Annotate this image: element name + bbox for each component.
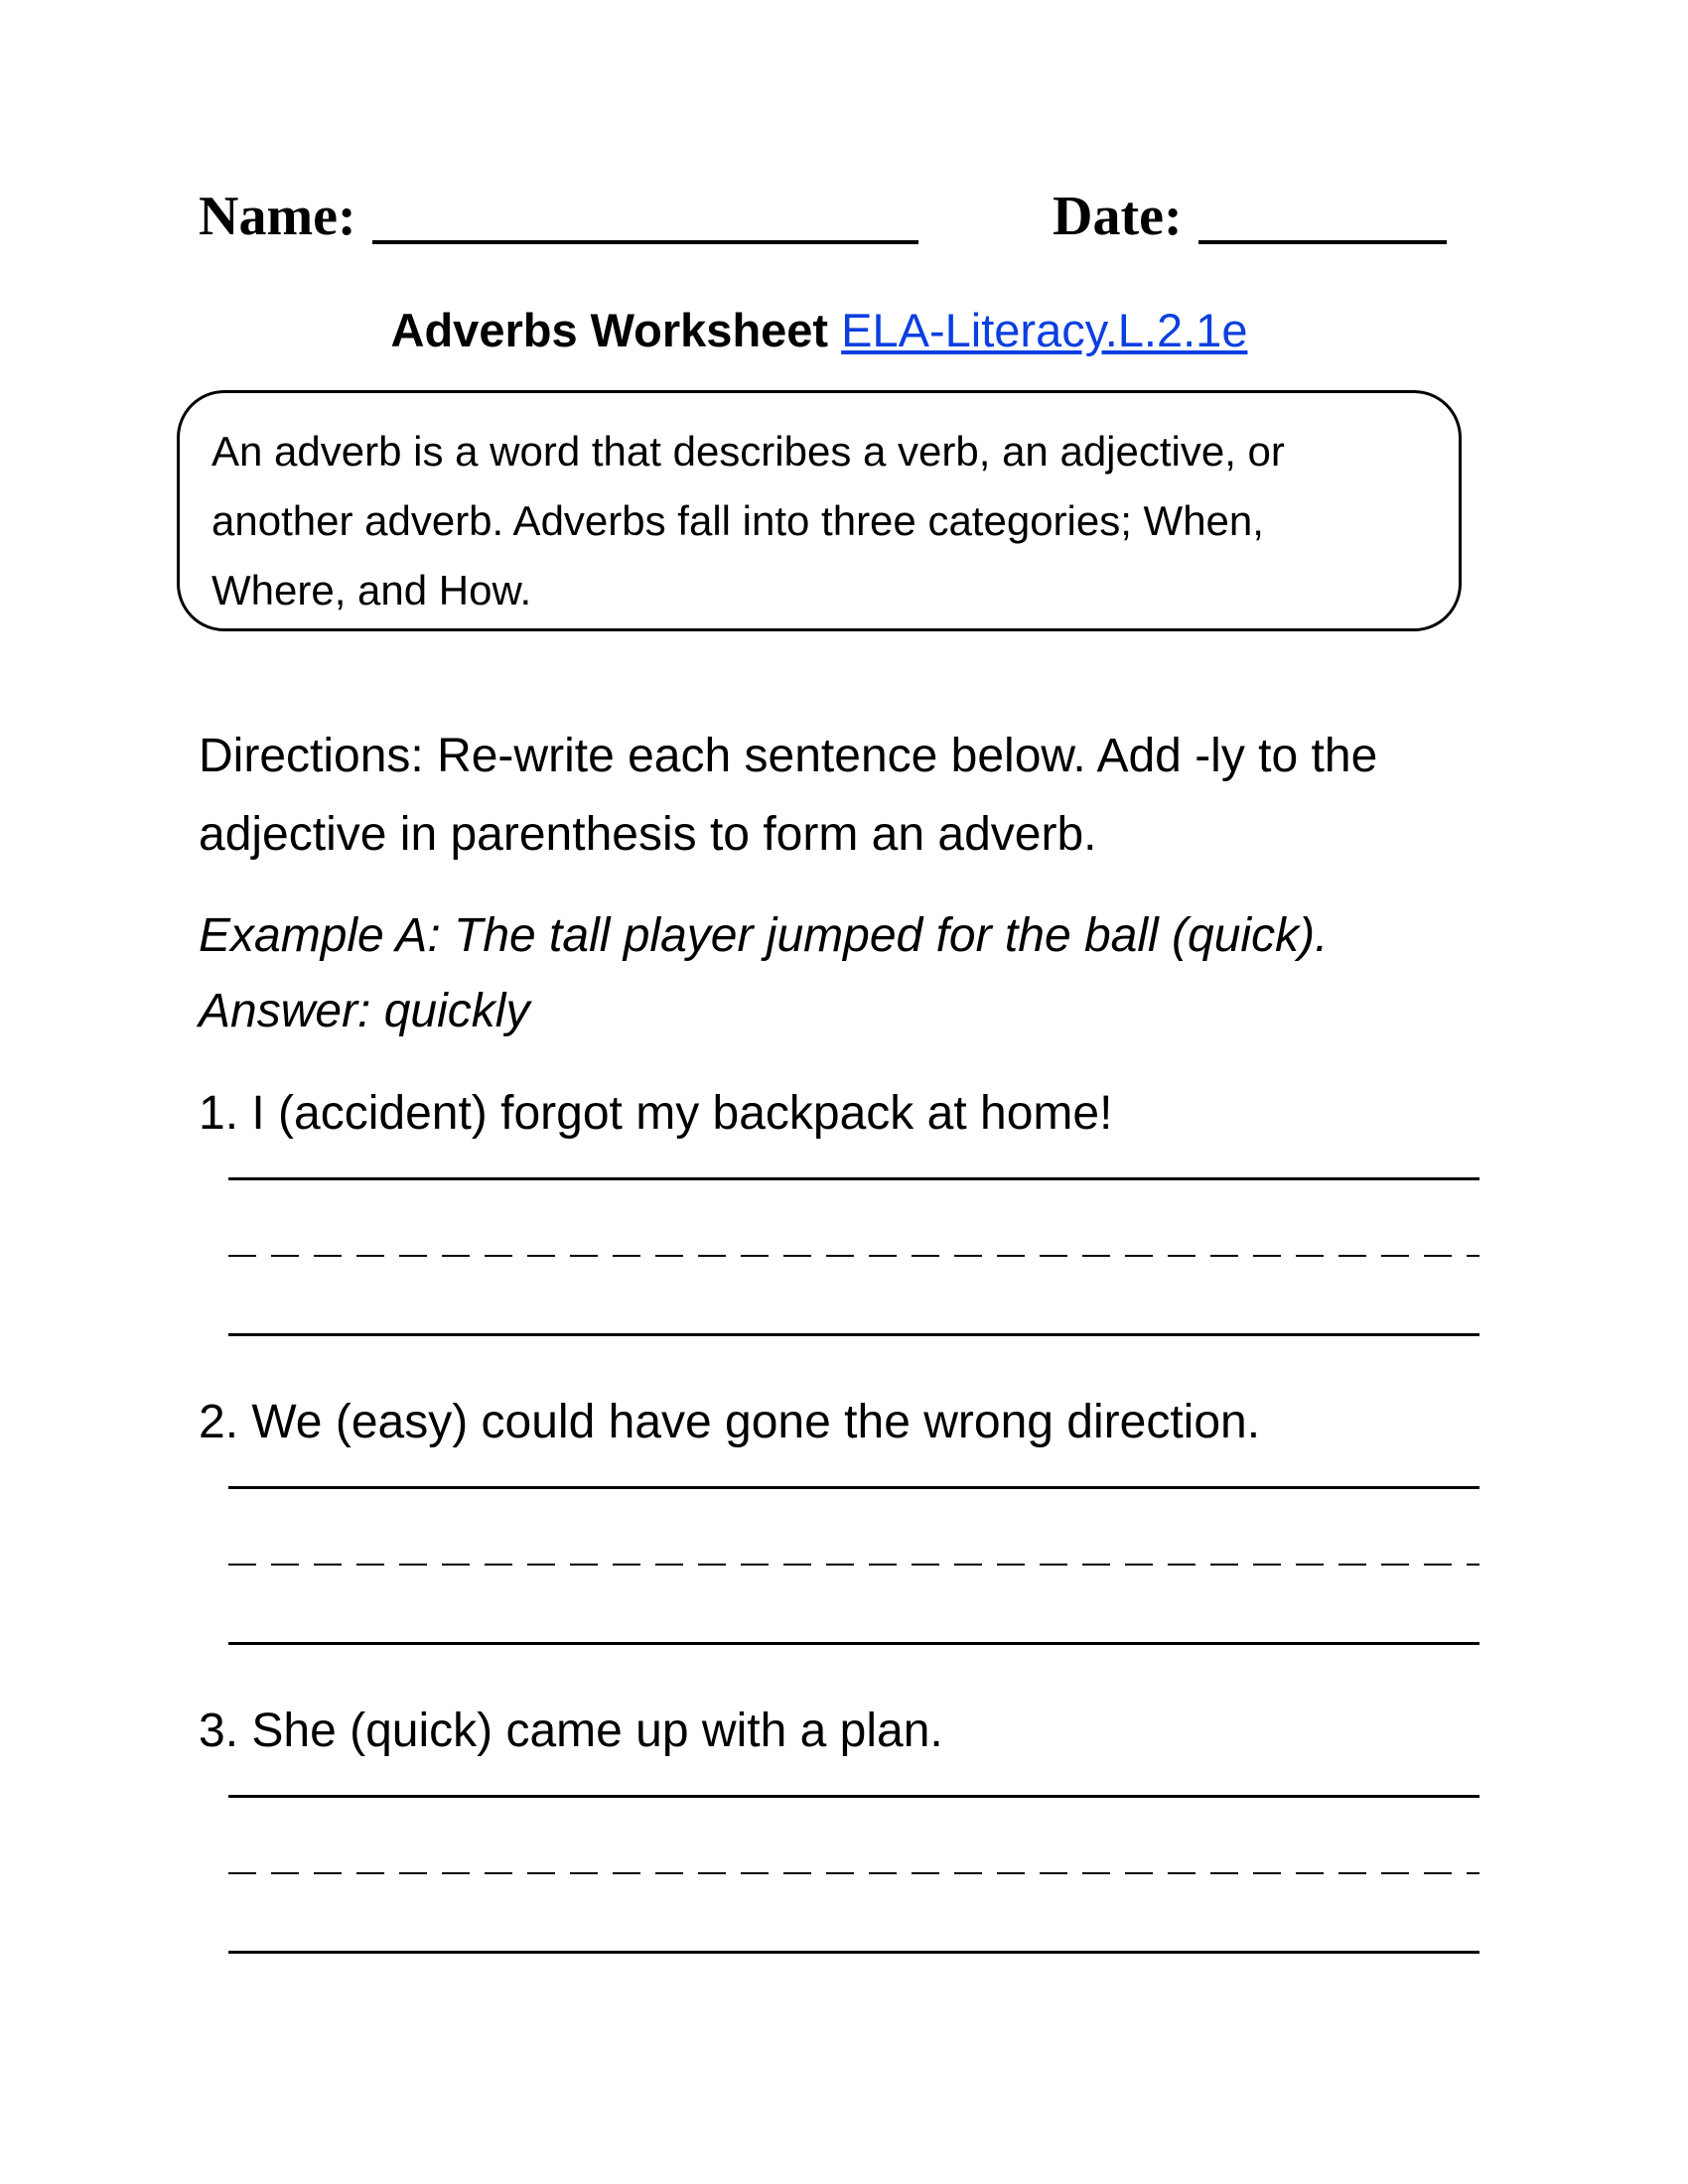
name-label: Name:: [199, 186, 356, 247]
midline-dashed: [228, 1872, 1479, 1874]
baseline-solid-line: [228, 1642, 1479, 1645]
top-solid-line: [228, 1486, 1479, 1489]
worksheet-title: [0, 303, 1638, 358]
definition-line: Where, and How.: [211, 567, 532, 614]
example-block: [199, 898, 1509, 1049]
directions-line: Directions: Re-write each sentence below. Add -ly to the: [199, 730, 1378, 782]
top-solid-line: [228, 1177, 1479, 1180]
question-3: 3. She (quick) came up with a plan.: [199, 1705, 943, 1757]
definition-line: another adverb. Adverbs fall into three categories; When,: [211, 497, 1264, 544]
answer-lines-1[interactable]: [228, 1171, 1479, 1340]
date-field: [1053, 186, 1447, 247]
date-blank-line[interactable]: [1198, 191, 1447, 244]
directions-line: adjective in parenthesis to form an adverb.: [199, 808, 1097, 861]
definition-box: [177, 390, 1462, 631]
answer-lines-2[interactable]: [228, 1480, 1479, 1649]
top-solid-line: [228, 1795, 1479, 1798]
example-sentence: Example A: The tall player jumped for the ball (quick).: [199, 909, 1329, 962]
directions-text: [199, 717, 1509, 874]
question-2: 2. We (easy) could have gone the wrong direction.: [199, 1396, 1261, 1448]
standard-link[interactable]: ELA-Literacy.L.2.1e: [841, 304, 1248, 356]
definition-line: An adverb is a word that describes a verb, an adjective, or: [211, 428, 1285, 475]
name-field: [199, 186, 918, 247]
baseline-solid-line: [228, 1333, 1479, 1336]
date-label: Date:: [1053, 186, 1183, 247]
baseline-solid-line: [228, 1951, 1479, 1954]
midline-dashed: [228, 1564, 1479, 1566]
question-1: 1. I (accident) forgot my backpack at home!: [199, 1087, 1113, 1140]
example-answer: Answer: quickly: [199, 985, 530, 1037]
worksheet-header: [199, 186, 1450, 268]
name-blank-line[interactable]: [372, 191, 918, 244]
title-text: Adverbs Worksheet: [390, 304, 829, 356]
answer-lines-3[interactable]: [228, 1789, 1479, 1958]
midline-dashed: [228, 1255, 1479, 1257]
